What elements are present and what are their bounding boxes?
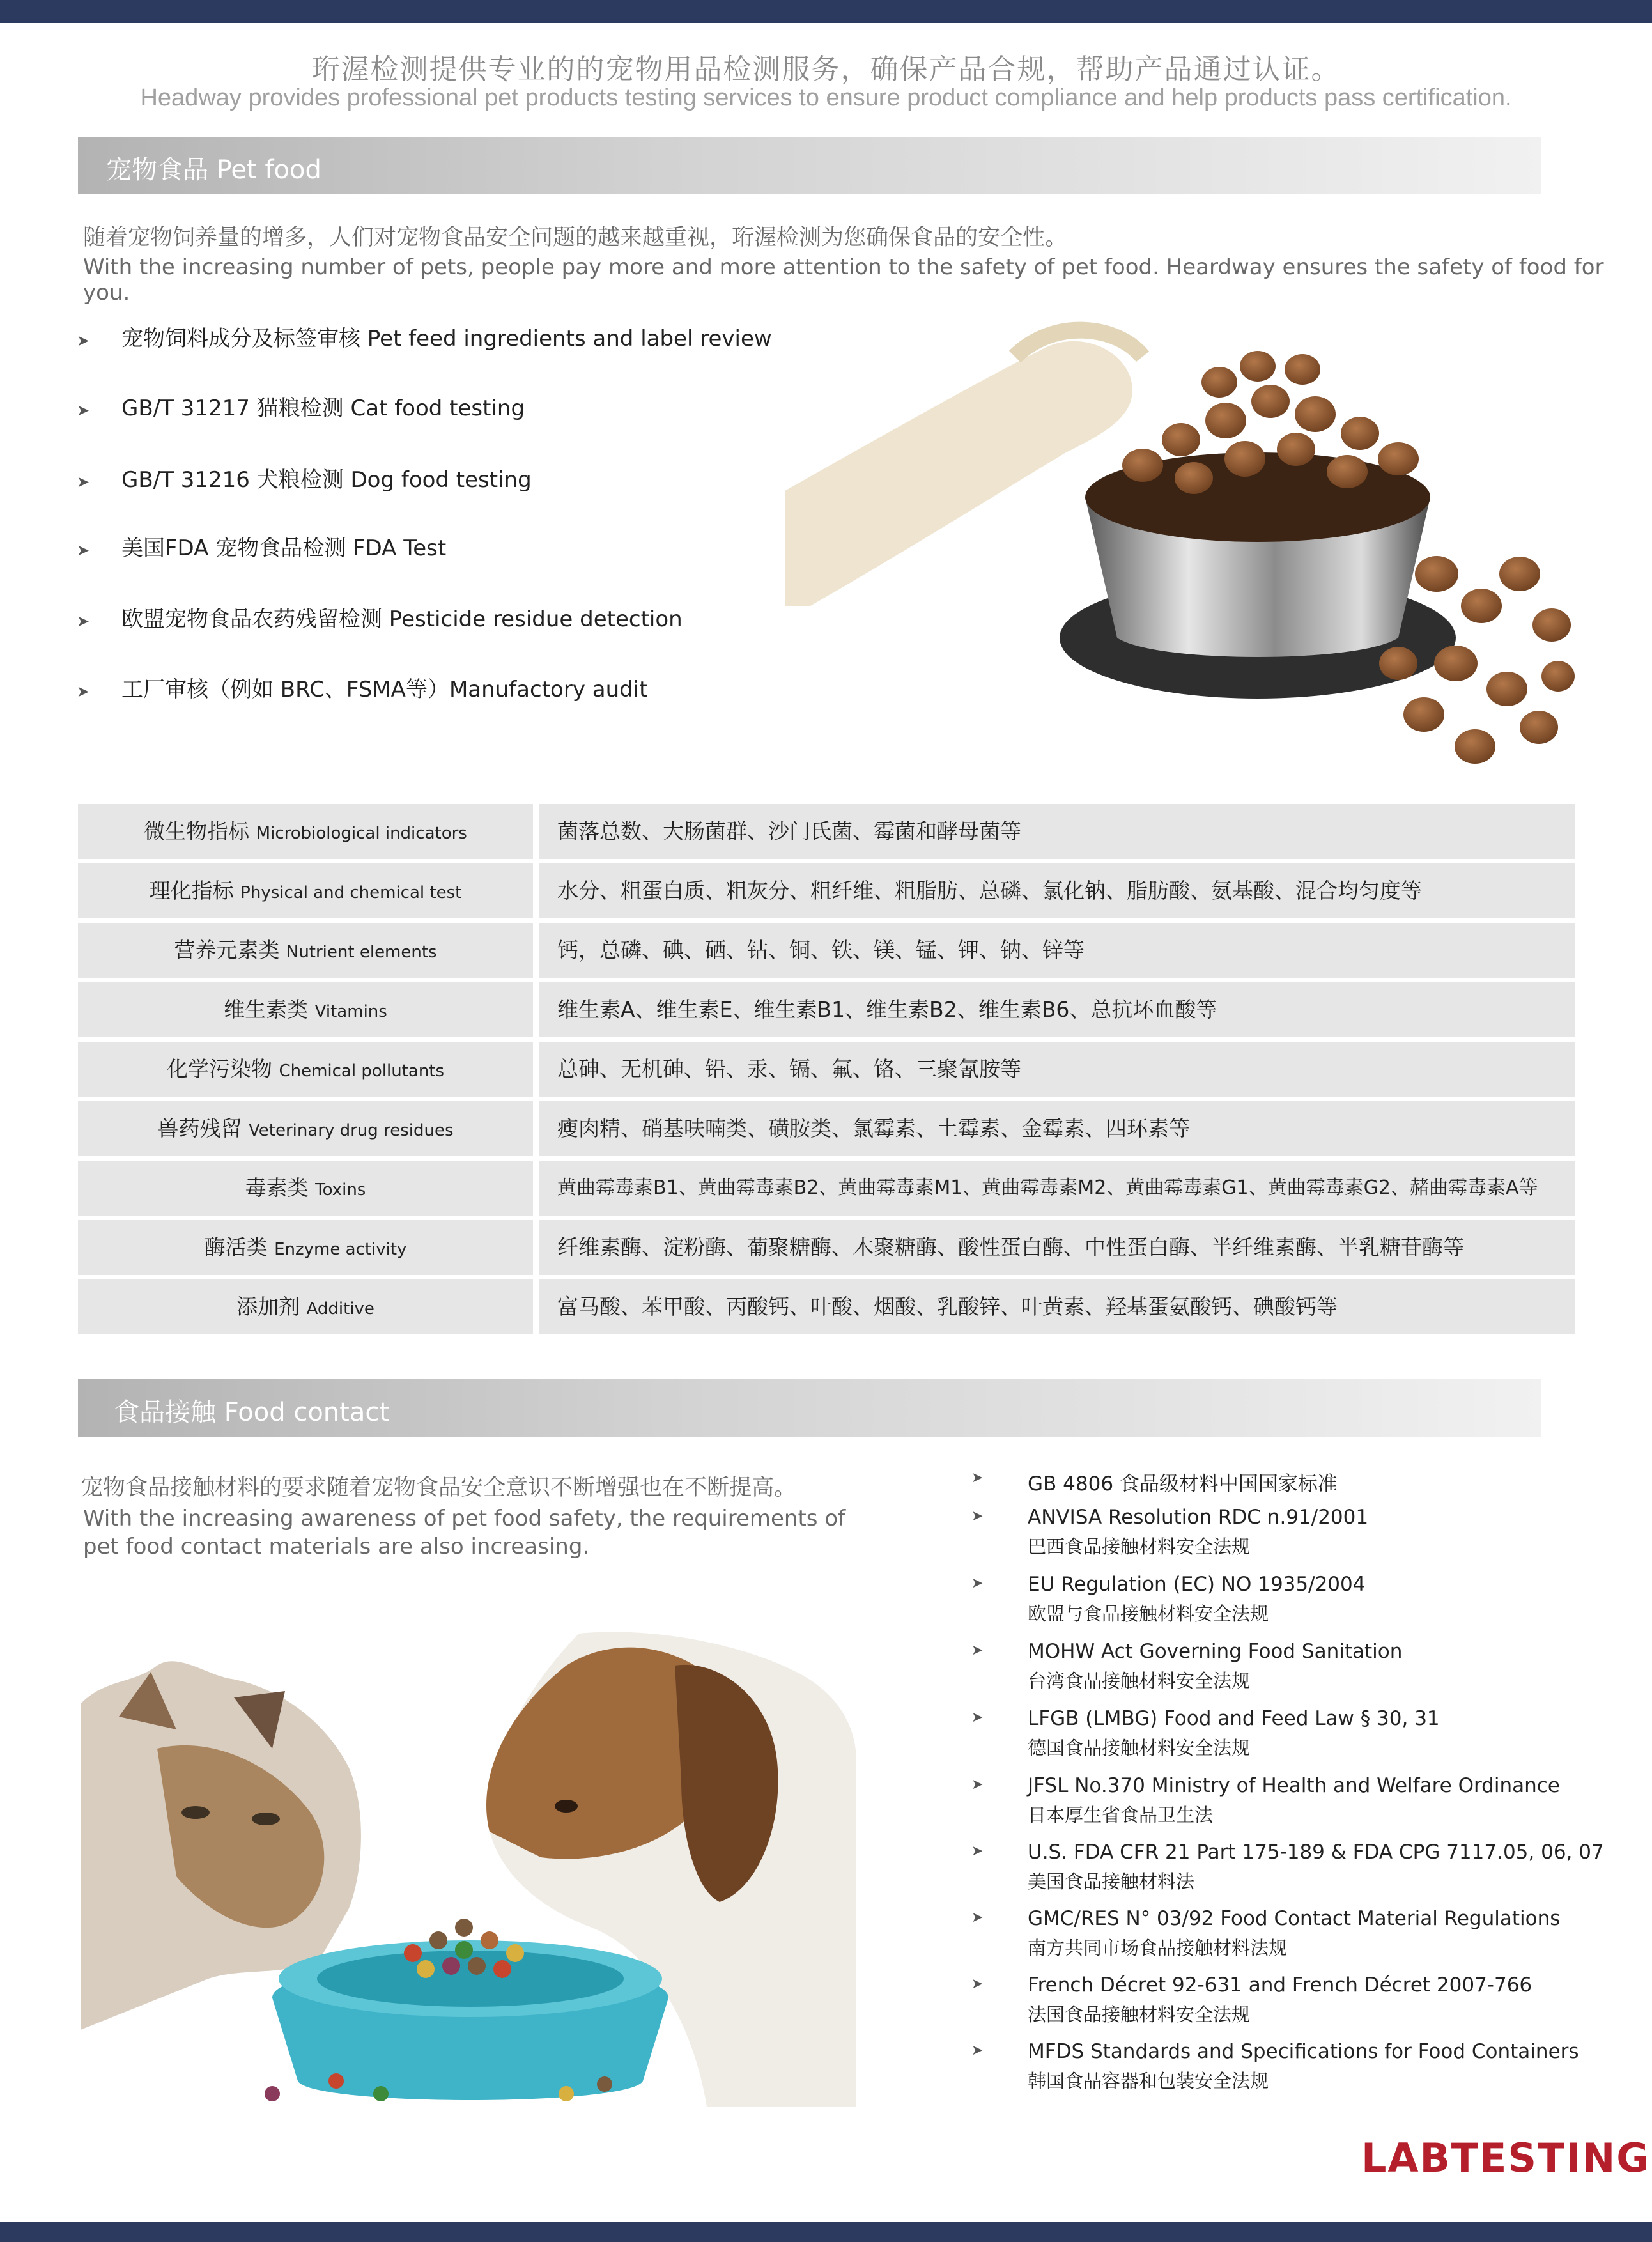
arrow-bullet-icon: ➤ [77,683,90,700]
section-title-pet-food: 宠物食品 Pet food [106,155,321,185]
service-item: ➤ 宠物饲料成分及标签审核 Pet feed ingredients and label review [77,326,772,352]
table-category-cell: 毒素类 Toxins [78,1161,533,1216]
table-items-cell: 瘦肉精、硝基呋喃类、磺胺类、氯霉素、土霉素、金霉素、四环素等 [539,1101,1575,1156]
table-items-cell: 水分、粗蛋白质、粗灰分、粗纤维、粗脂肪、总磷、氯化钠、脂肪酸、氨基酸、混合均匀度等 [539,863,1575,918]
arrow-bullet-icon: ➤ [971,1643,984,1658]
arrow-bullet-icon: ➤ [971,1777,984,1793]
labtesting-logo: LABTESTING [1361,2135,1651,2181]
arrow-bullet-icon: ➤ [971,1843,984,1859]
arrow-bullet-icon: ➤ [77,332,90,350]
arrow-bullet-icon: ➤ [971,2043,984,2059]
table-items-cell: 总砷、无机砷、铅、汞、镉、氟、铬、三聚氰胺等 [539,1042,1575,1097]
service-item: ➤ 美国FDA 宠物食品检测 FDA Test [77,536,447,561]
food-contact-intro-cn: 宠物食品接触材料的要求随着宠物食品安全意识不断增强也在不断提高。 [81,1475,797,1501]
table-row [78,1279,1575,1334]
arrow-bullet-icon: ➤ [971,1976,984,1992]
arrow-bullet-icon: ➤ [77,401,90,419]
table-items-cell: 维生素A、维生素E、维生素B1、维生素B2、维生素B6、总抗坏血酸等 [539,982,1575,1037]
arrow-bullet-icon: ➤ [77,612,90,630]
arrow-bullet-icon: ➤ [971,1710,984,1726]
top-band [0,0,1652,23]
food-contact-intro-en: pet food contact materials are also increasing. [83,1534,590,1559]
table-items-cell: 菌落总数、大肠菌群、沙门氏菌、霉菌和酵母菌等 [539,804,1575,859]
cat-and-puppy-image [81,1621,856,2107]
table-category-cell: 营养元素类 Nutrient elements [78,923,533,978]
bottom-band [0,2222,1652,2242]
table-category-cell: 微生物指标 Microbiological indicators [78,804,533,859]
food-contact-intro-en: With the increasing awareness of pet food safety, the requirements of [83,1506,846,1531]
service-item: ➤ GB/T 31217 猫粮检测 Cat food testing [77,396,525,421]
service-item: ➤ GB/T 31216 犬粮检测 Dog food testing [77,467,532,493]
arrow-bullet-icon: ➤ [971,1508,984,1524]
service-item: ➤ 欧盟宠物食品农药残留检测 Pesticide residue detection [77,607,683,632]
table-row [78,863,1575,918]
arrow-bullet-icon: ➤ [971,1470,984,1486]
table-items-cell: 富马酸、苯甲酸、丙酸钙、叶酸、烟酸、乳酸锌、叶黄素、羟基蛋氨酸钙、碘酸钙等 [539,1279,1575,1334]
table-row [78,1101,1575,1156]
table-row [78,1220,1575,1275]
pet-food-bowl-image [785,305,1577,780]
table-row [78,982,1575,1037]
pet-food-intro-en: With the increasing number of pets, people pay more and more attention to the safety of pet food. Heardway ensures the safety of food for you. [83,254,1604,305]
service-item: ➤ 工厂审核（例如 BRC、FSMA等）Manufactory audit [77,677,648,702]
table-items-cell: 黄曲霉毒素B1、黄曲霉毒素B2、黄曲霉毒素M1、黄曲霉毒素M2、黄曲霉毒素G1、黄曲霉毒素G2、赭曲霉毒素A等 [539,1161,1575,1216]
table-row [78,923,1575,978]
table-items-cell: 纤维素酶、淀粉酶、葡聚糖酶、木聚糖酶、酸性蛋白酶、中性蛋白酶、半纤维素酶、半乳糖苷酶等 [539,1220,1575,1275]
header-chinese: 珩渥检测提供专业的的宠物用品检测服务，确保产品合规，帮助产品通过认证。 [311,53,1341,86]
table-row [78,1042,1575,1097]
section-bar-pet-food [78,137,1541,194]
table-row [78,804,1575,859]
pet-food-intro-cn: 随着宠物饲养量的增多，人们对宠物食品安全问题的越来越重视，珩渥检测为您确保食品的安全性。 [83,225,1068,251]
section-bar-food-contact [78,1379,1541,1437]
table-category-cell: 理化指标 Physical and chemical test [78,863,533,918]
table-items-cell: 钙，总磷、碘、硒、钴、铜、铁、镁、锰、钾、钠、锌等 [539,923,1575,978]
table-row [78,1161,1575,1216]
arrow-bullet-icon: ➤ [77,473,90,491]
table-category-cell: 添加剂 Additive [78,1279,533,1334]
table-category-cell: 兽药残留 Veterinary drug residues [78,1101,533,1156]
table-category-cell: 酶活类 Enzyme activity [78,1220,533,1275]
table-category-cell: 化学污染物 Chemical pollutants [78,1042,533,1097]
header-english: Headway provides professional pet products testing services to ensure product compliance and help products pass certification. [140,84,1512,111]
arrow-bullet-icon: ➤ [971,1575,984,1591]
arrow-bullet-icon: ➤ [971,1910,984,1926]
section-title-food-contact: 食品接触 Food contact [114,1398,390,1427]
arrow-bullet-icon: ➤ [77,541,90,559]
table-category-cell: 维生素类 Vitamins [78,982,533,1037]
